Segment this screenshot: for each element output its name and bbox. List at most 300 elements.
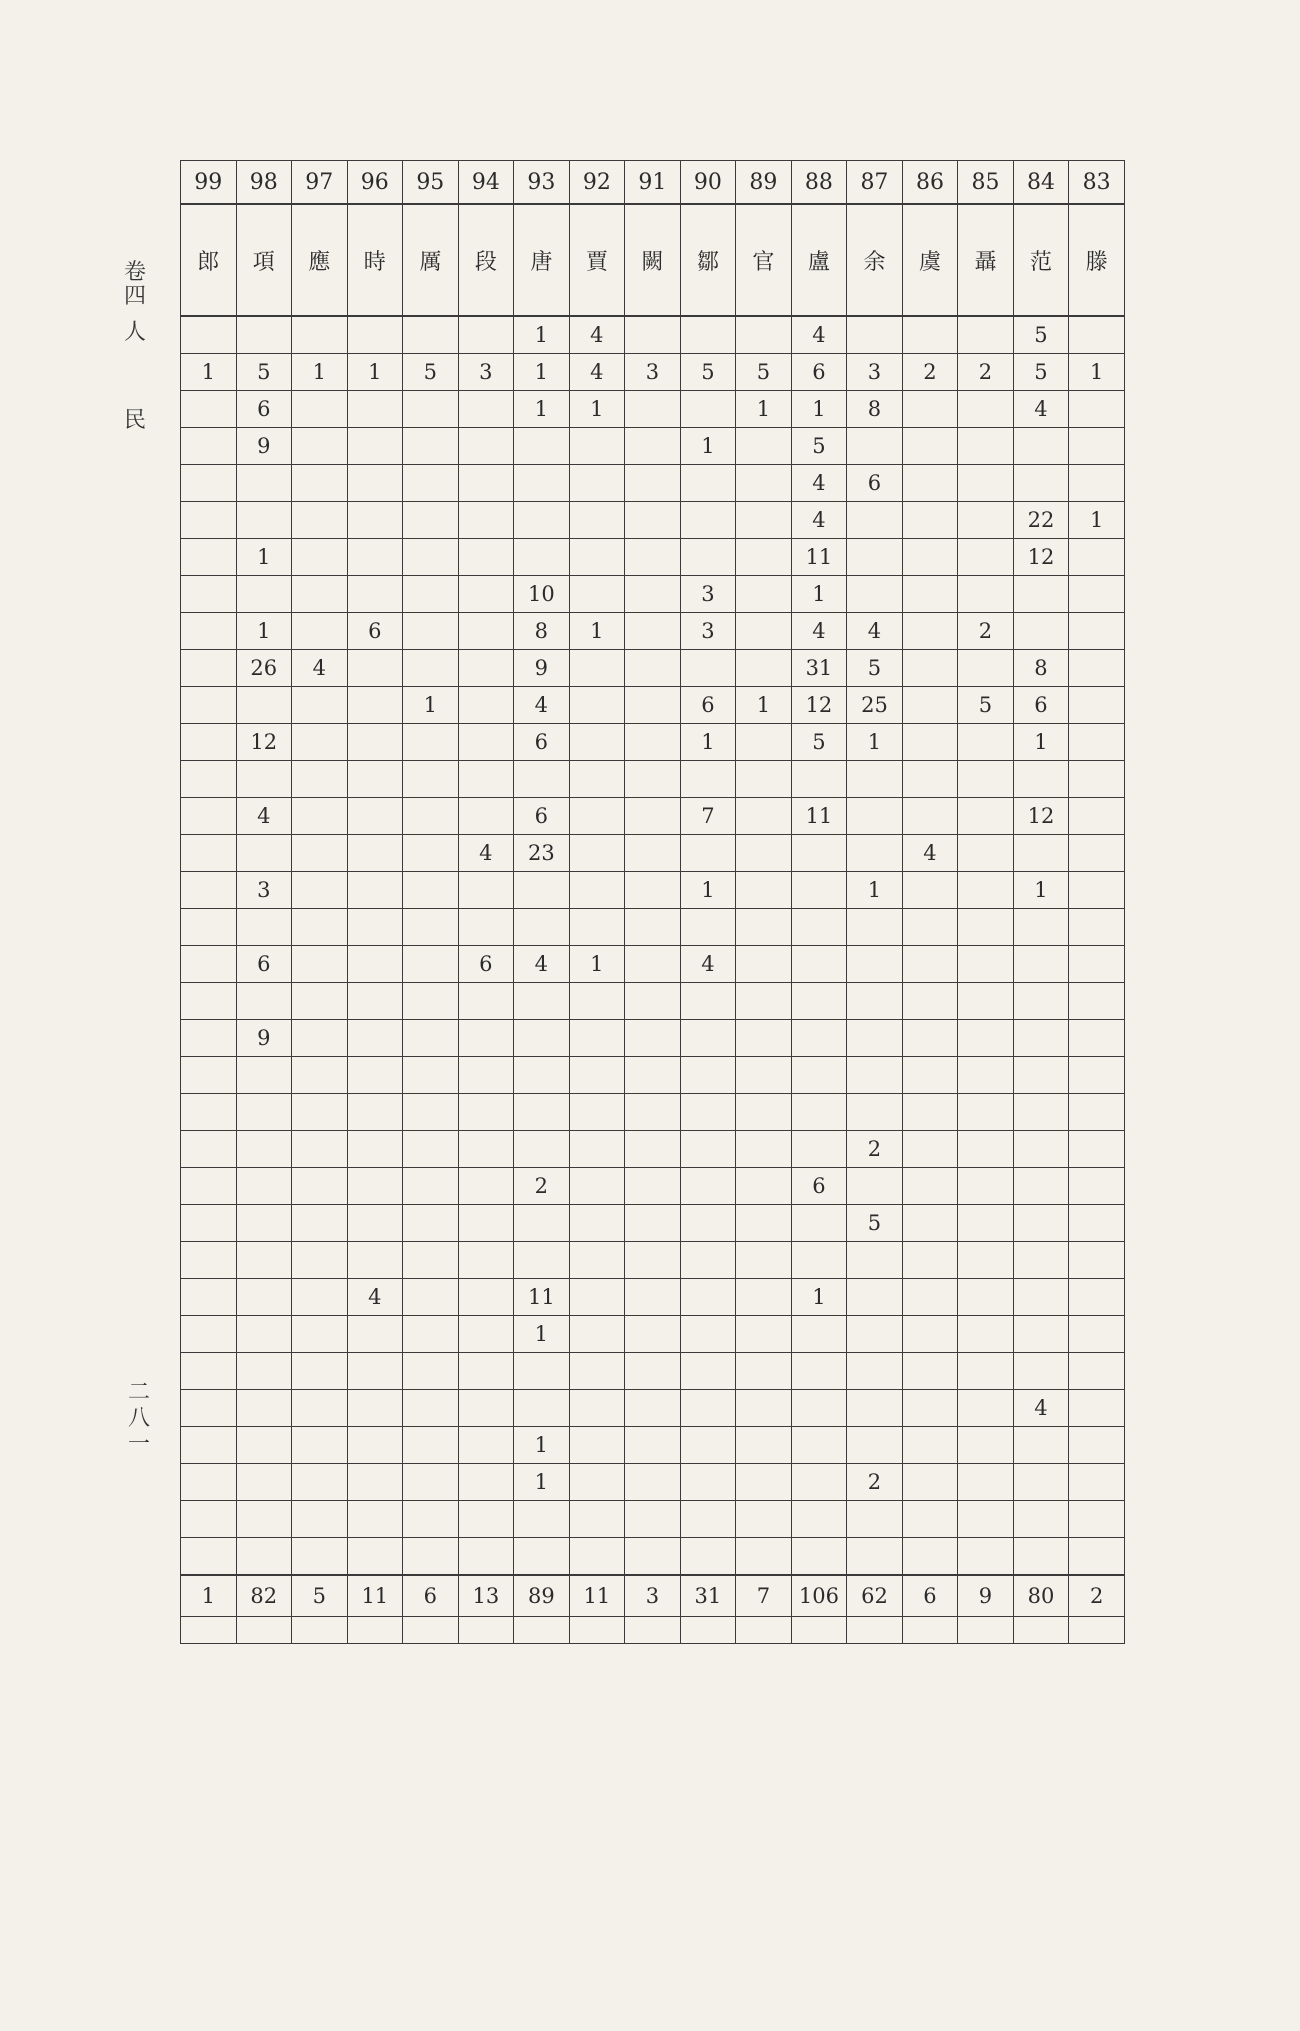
count-cell — [181, 316, 237, 354]
blank-end-row — [181, 1617, 1125, 1644]
count-cell — [569, 1242, 625, 1279]
count-cell — [902, 724, 958, 761]
count-cell — [569, 465, 625, 502]
table-row — [181, 1094, 1125, 1131]
count-cell: 8 — [847, 391, 903, 428]
count-cell — [569, 1131, 625, 1168]
count-cell: 25 — [847, 687, 903, 724]
count-cell — [403, 1427, 459, 1464]
surname-char: 滕 — [1069, 204, 1125, 316]
column-number: 89 — [736, 161, 792, 205]
total-cell: 6 — [403, 1575, 459, 1617]
count-cell: 1 — [514, 391, 570, 428]
count-cell — [1013, 761, 1069, 798]
count-cell — [958, 1316, 1014, 1353]
count-cell — [680, 983, 736, 1020]
page-number — [128, 1382, 150, 1456]
count-cell — [569, 502, 625, 539]
count-cell — [1069, 687, 1125, 724]
count-cell — [347, 1353, 403, 1390]
count-cell — [1069, 872, 1125, 909]
count-cell — [680, 1538, 736, 1576]
count-cell — [347, 1427, 403, 1464]
count-cell — [625, 1057, 681, 1094]
count-cell: 4 — [791, 613, 847, 650]
count-cell — [514, 502, 570, 539]
count-cell — [625, 724, 681, 761]
count-cell — [236, 465, 292, 502]
count-cell — [1069, 724, 1125, 761]
count-cell — [902, 1242, 958, 1279]
count-cell — [292, 1094, 348, 1131]
count-cell — [625, 1242, 681, 1279]
count-cell — [181, 1538, 237, 1576]
empty-cell — [403, 1617, 459, 1644]
count-cell — [347, 1242, 403, 1279]
count-cell — [958, 465, 1014, 502]
count-cell — [347, 1094, 403, 1131]
table-row — [181, 650, 1125, 687]
count-cell — [625, 428, 681, 465]
count-cell — [403, 391, 459, 428]
count-cell — [569, 576, 625, 613]
column-number: 88 — [791, 161, 847, 205]
count-cell — [902, 1390, 958, 1427]
count-cell — [902, 687, 958, 724]
count-cell: 7 — [680, 798, 736, 835]
count-cell — [902, 1094, 958, 1131]
count-cell: 4 — [347, 1279, 403, 1316]
count-cell — [958, 1168, 1014, 1205]
count-cell: 5 — [958, 687, 1014, 724]
count-cell — [625, 391, 681, 428]
count-cell — [847, 1094, 903, 1131]
count-cell — [902, 983, 958, 1020]
total-cell: 7 — [736, 1575, 792, 1617]
count-cell — [514, 909, 570, 946]
count-cell — [347, 946, 403, 983]
count-cell: 4 — [847, 613, 903, 650]
count-cell — [458, 391, 514, 428]
count-cell — [236, 1538, 292, 1576]
count-cell — [1013, 1205, 1069, 1242]
count-cell — [292, 761, 348, 798]
count-cell — [347, 1057, 403, 1094]
count-cell — [236, 1390, 292, 1427]
count-cell — [514, 1205, 570, 1242]
surname-char: 郎 — [181, 204, 237, 316]
count-cell — [680, 1020, 736, 1057]
count-cell — [791, 1242, 847, 1279]
total-cell: 9 — [958, 1575, 1014, 1617]
count-cell — [514, 1131, 570, 1168]
empty-cell — [625, 1617, 681, 1644]
count-cell — [403, 1020, 459, 1057]
count-cell — [847, 502, 903, 539]
count-cell — [791, 1464, 847, 1501]
count-cell — [625, 576, 681, 613]
count-cell — [458, 1501, 514, 1538]
count-cell — [1013, 1242, 1069, 1279]
count-cell — [236, 1131, 292, 1168]
count-cell — [1069, 650, 1125, 687]
count-cell — [791, 872, 847, 909]
count-cell — [403, 428, 459, 465]
column-number: 94 — [458, 161, 514, 205]
surname-char: 時 — [347, 204, 403, 316]
side-heading-char: 人 — [124, 320, 147, 345]
count-cell — [958, 650, 1014, 687]
count-cell — [736, 539, 792, 576]
count-cell — [1069, 1094, 1125, 1131]
count-cell — [680, 502, 736, 539]
count-cell: 3 — [847, 354, 903, 391]
totals-row — [181, 1575, 1125, 1617]
count-cell — [236, 1094, 292, 1131]
count-cell: 1 — [569, 391, 625, 428]
count-cell: 6 — [458, 946, 514, 983]
count-cell — [292, 983, 348, 1020]
side-heading-char: 四 — [124, 284, 147, 309]
count-cell — [347, 798, 403, 835]
count-cell — [736, 798, 792, 835]
count-cell — [347, 1205, 403, 1242]
count-cell — [625, 1538, 681, 1576]
count-cell — [569, 983, 625, 1020]
count-cell — [403, 946, 459, 983]
count-cell — [569, 650, 625, 687]
count-cell — [1069, 391, 1125, 428]
count-cell — [736, 1427, 792, 1464]
count-cell — [1069, 1242, 1125, 1279]
count-cell: 9 — [236, 428, 292, 465]
count-cell — [292, 391, 348, 428]
count-cell — [514, 761, 570, 798]
count-cell — [181, 1242, 237, 1279]
count-cell: 1 — [791, 1279, 847, 1316]
total-cell: 3 — [625, 1575, 681, 1617]
count-cell — [791, 1353, 847, 1390]
count-cell — [736, 1057, 792, 1094]
count-cell — [1013, 1316, 1069, 1353]
count-cell: 1 — [569, 946, 625, 983]
count-cell — [1069, 1390, 1125, 1427]
count-cell — [514, 1094, 570, 1131]
count-cell — [514, 983, 570, 1020]
count-cell: 1 — [680, 428, 736, 465]
column-number: 84 — [1013, 161, 1069, 205]
count-cell — [458, 539, 514, 576]
count-cell — [1013, 576, 1069, 613]
count-cell — [569, 428, 625, 465]
count-cell — [181, 391, 237, 428]
count-cell — [181, 1205, 237, 1242]
count-cell: 1 — [236, 539, 292, 576]
column-number: 96 — [347, 161, 403, 205]
table-row — [181, 613, 1125, 650]
count-cell — [236, 909, 292, 946]
count-cell: 12 — [791, 687, 847, 724]
count-cell — [181, 1057, 237, 1094]
count-cell — [736, 316, 792, 354]
count-cell — [569, 1094, 625, 1131]
count-cell — [458, 428, 514, 465]
count-cell — [569, 835, 625, 872]
count-cell — [292, 1353, 348, 1390]
surname-char: 范 — [1013, 204, 1069, 316]
count-cell: 31 — [791, 650, 847, 687]
count-cell — [791, 909, 847, 946]
count-cell — [569, 1316, 625, 1353]
count-cell: 1 — [1013, 724, 1069, 761]
count-cell — [1069, 576, 1125, 613]
count-cell — [514, 539, 570, 576]
count-cell: 23 — [514, 835, 570, 872]
count-cell — [1013, 1094, 1069, 1131]
count-cell — [236, 835, 292, 872]
count-cell — [736, 650, 792, 687]
count-cell: 6 — [791, 1168, 847, 1205]
count-cell: 1 — [1069, 502, 1125, 539]
count-cell — [847, 1353, 903, 1390]
count-cell — [181, 761, 237, 798]
count-cell — [902, 761, 958, 798]
count-cell — [1069, 1057, 1125, 1094]
count-cell — [958, 1427, 1014, 1464]
count-cell — [458, 316, 514, 354]
count-cell: 4 — [569, 316, 625, 354]
count-cell: 12 — [236, 724, 292, 761]
count-cell — [458, 1353, 514, 1390]
surname-char: 聶 — [958, 204, 1014, 316]
empty-cell — [680, 1617, 736, 1644]
count-cell — [403, 613, 459, 650]
table-row — [181, 502, 1125, 539]
count-cell — [902, 1464, 958, 1501]
count-cell — [902, 1279, 958, 1316]
count-cell — [292, 835, 348, 872]
count-cell — [458, 1168, 514, 1205]
count-cell — [292, 724, 348, 761]
table-row — [181, 946, 1125, 983]
count-cell — [181, 872, 237, 909]
count-cell — [680, 835, 736, 872]
count-cell — [236, 1168, 292, 1205]
count-cell — [292, 1464, 348, 1501]
count-cell — [236, 1279, 292, 1316]
count-cell — [736, 576, 792, 613]
count-cell — [958, 1094, 1014, 1131]
count-cell — [292, 1538, 348, 1576]
count-cell — [958, 539, 1014, 576]
count-cell — [458, 1057, 514, 1094]
count-cell — [1069, 946, 1125, 983]
count-cell — [958, 1501, 1014, 1538]
count-cell — [958, 502, 1014, 539]
count-cell — [625, 1131, 681, 1168]
count-cell — [847, 1316, 903, 1353]
data-table — [180, 160, 1125, 1644]
count-cell — [847, 1538, 903, 1576]
count-cell — [403, 1131, 459, 1168]
count-cell — [569, 872, 625, 909]
total-cell: 80 — [1013, 1575, 1069, 1617]
count-cell — [958, 576, 1014, 613]
count-cell — [958, 1390, 1014, 1427]
count-cell — [403, 1353, 459, 1390]
count-cell — [458, 983, 514, 1020]
empty-cell — [791, 1617, 847, 1644]
count-cell — [902, 391, 958, 428]
count-cell — [569, 687, 625, 724]
count-cell — [181, 1353, 237, 1390]
count-cell: 6 — [680, 687, 736, 724]
empty-cell — [458, 1617, 514, 1644]
count-cell — [514, 465, 570, 502]
count-cell — [625, 502, 681, 539]
count-cell — [403, 1316, 459, 1353]
count-cell — [458, 1427, 514, 1464]
count-cell — [625, 465, 681, 502]
count-cell — [847, 1168, 903, 1205]
count-cell — [736, 909, 792, 946]
count-cell — [403, 650, 459, 687]
count-cell: 1 — [514, 1464, 570, 1501]
count-cell — [181, 798, 237, 835]
total-cell: 11 — [569, 1575, 625, 1617]
column-number: 90 — [680, 161, 736, 205]
count-cell — [736, 1316, 792, 1353]
count-cell — [902, 465, 958, 502]
count-cell — [181, 983, 237, 1020]
count-cell — [958, 909, 1014, 946]
count-cell — [680, 761, 736, 798]
table-row — [181, 1242, 1125, 1279]
count-cell — [680, 1316, 736, 1353]
count-cell — [736, 1242, 792, 1279]
count-cell — [625, 1020, 681, 1057]
count-cell: 5 — [236, 354, 292, 391]
count-cell — [1069, 909, 1125, 946]
count-cell: 2 — [902, 354, 958, 391]
count-cell — [236, 1427, 292, 1464]
count-cell — [847, 1279, 903, 1316]
count-cell — [292, 576, 348, 613]
surname-row — [181, 204, 1125, 316]
count-cell — [625, 650, 681, 687]
count-cell — [458, 761, 514, 798]
count-cell — [347, 724, 403, 761]
count-cell — [458, 1464, 514, 1501]
count-cell — [347, 576, 403, 613]
count-cell: 5 — [791, 428, 847, 465]
count-cell — [347, 1168, 403, 1205]
count-cell: 1 — [736, 391, 792, 428]
count-cell — [958, 798, 1014, 835]
count-cell — [347, 428, 403, 465]
count-cell — [902, 1131, 958, 1168]
count-cell — [347, 391, 403, 428]
count-cell — [403, 576, 459, 613]
surname-char: 官 — [736, 204, 792, 316]
count-cell: 1 — [403, 687, 459, 724]
count-cell: 1 — [569, 613, 625, 650]
count-cell: 4 — [791, 502, 847, 539]
count-cell — [458, 650, 514, 687]
count-cell — [292, 1168, 348, 1205]
count-cell — [736, 1205, 792, 1242]
count-cell — [902, 1020, 958, 1057]
count-cell — [847, 1427, 903, 1464]
count-cell — [736, 724, 792, 761]
total-cell: 5 — [292, 1575, 348, 1617]
count-cell — [569, 1020, 625, 1057]
count-cell: 6 — [847, 465, 903, 502]
count-cell — [736, 1168, 792, 1205]
count-cell — [458, 1316, 514, 1353]
count-cell — [347, 761, 403, 798]
table-row — [181, 1057, 1125, 1094]
table-row — [181, 1538, 1125, 1576]
count-cell — [680, 391, 736, 428]
column-number: 91 — [625, 161, 681, 205]
count-cell: 5 — [791, 724, 847, 761]
count-cell — [791, 946, 847, 983]
count-cell: 9 — [514, 650, 570, 687]
count-cell: 2 — [847, 1464, 903, 1501]
count-cell — [1013, 1020, 1069, 1057]
count-cell — [625, 1279, 681, 1316]
count-cell — [847, 946, 903, 983]
count-cell: 3 — [625, 354, 681, 391]
surname-char: 賈 — [569, 204, 625, 316]
table-row — [181, 1464, 1125, 1501]
count-cell — [347, 1316, 403, 1353]
table-row — [181, 428, 1125, 465]
count-cell — [181, 539, 237, 576]
count-cell — [680, 465, 736, 502]
count-cell — [1013, 909, 1069, 946]
count-cell — [403, 1057, 459, 1094]
count-cell — [625, 1501, 681, 1538]
total-cell: 13 — [458, 1575, 514, 1617]
count-cell — [514, 1501, 570, 1538]
count-cell: 2 — [958, 613, 1014, 650]
surname-char: 項 — [236, 204, 292, 316]
total-cell: 62 — [847, 1575, 903, 1617]
count-cell — [736, 835, 792, 872]
count-cell — [1013, 835, 1069, 872]
count-cell — [458, 1279, 514, 1316]
surname-char: 唐 — [514, 204, 570, 316]
count-cell — [736, 465, 792, 502]
count-cell — [902, 1353, 958, 1390]
count-cell — [458, 909, 514, 946]
table-row — [181, 576, 1125, 613]
count-cell — [902, 1501, 958, 1538]
count-cell — [458, 1538, 514, 1576]
count-cell: 1 — [847, 724, 903, 761]
count-cell — [1069, 1131, 1125, 1168]
count-cell — [847, 1242, 903, 1279]
count-cell — [236, 1464, 292, 1501]
column-number-row — [181, 161, 1125, 205]
count-cell: 4 — [791, 465, 847, 502]
count-cell — [292, 1205, 348, 1242]
count-cell — [625, 1316, 681, 1353]
count-cell — [958, 316, 1014, 354]
count-cell — [791, 761, 847, 798]
